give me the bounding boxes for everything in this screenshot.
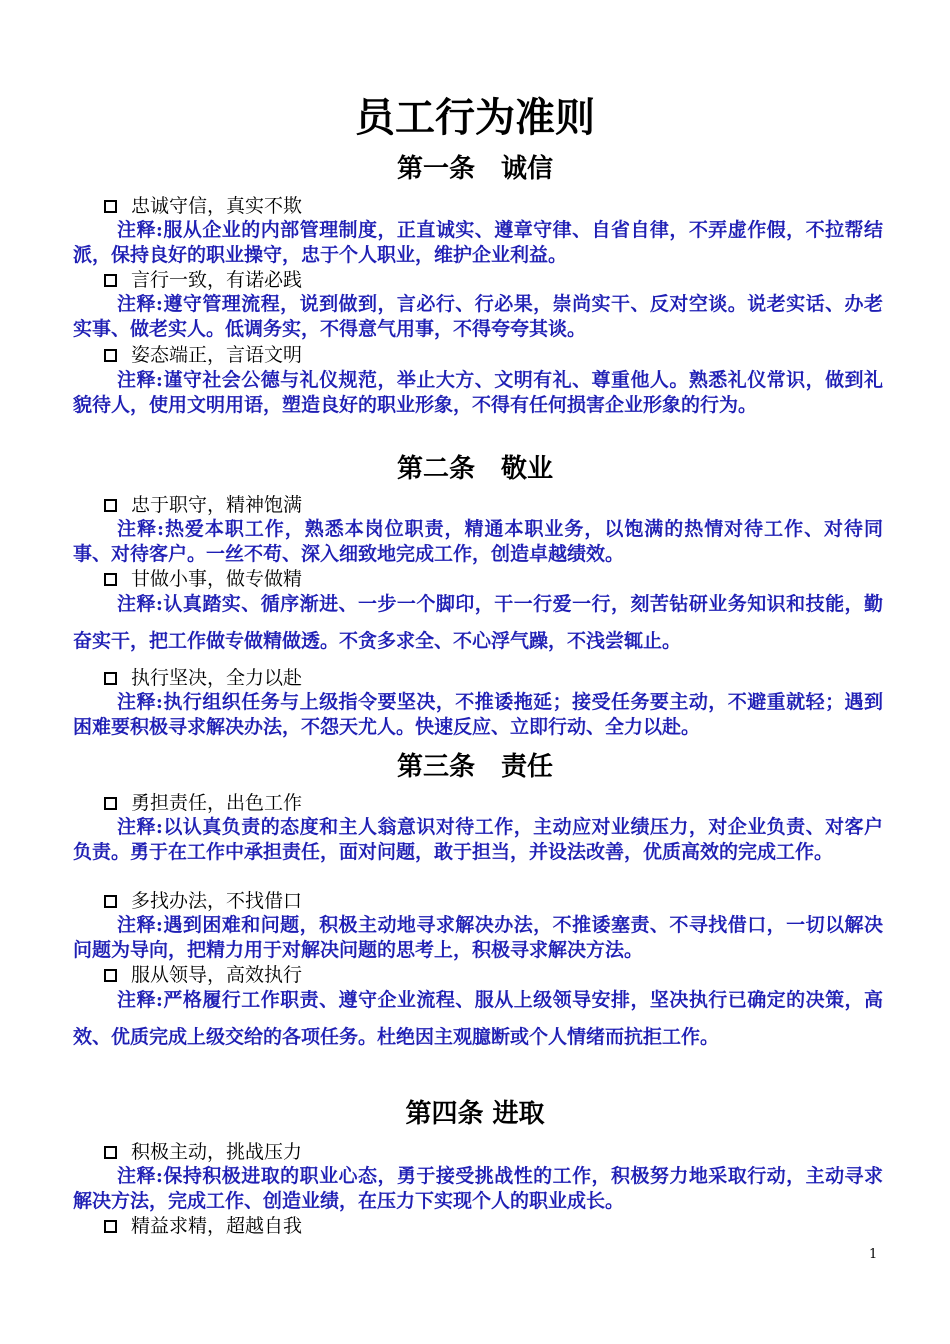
section-heading-2: 第二条 敬业 (396, 454, 553, 484)
item-text: 多找办法，不找借口 (131, 890, 303, 912)
checkbox-icon (104, 969, 117, 982)
item-text: 精益求精，超越自我 (131, 1215, 303, 1237)
note-paragraph (73, 1164, 883, 1214)
checkbox-icon (104, 797, 117, 810)
note-paragraph (73, 292, 883, 342)
checklist-item (104, 342, 302, 368)
note-text: 严格履行工作职责、遵守企业流程、服从上级领导安排，坚决执行已确定的决策，高效、优质完成上级交给的各项任务。杜绝因主观臆断或个人情绪而抗拒工作。 (73, 989, 883, 1048)
checklist-item (104, 888, 302, 914)
note-label: 注释: (117, 914, 163, 936)
checklist-item (104, 492, 302, 518)
note-label: 注释: (117, 593, 163, 615)
note-text: 遇到困难和问题，积极主动地寻求解决办法，不推诿塞责、不寻找借口，一切以解决问题为导向，把精力用于对解决问题的思考上，积极寻求解决方法。 (73, 914, 883, 961)
note-paragraph (73, 913, 883, 963)
document-title: 员工行为准则 (355, 95, 595, 141)
note-label: 注释: (117, 816, 163, 838)
item-text: 积极主动，挑战压力 (131, 1141, 303, 1163)
note-paragraph (73, 586, 883, 660)
item-text: 言行一致，有诺必践 (131, 269, 303, 291)
note-text: 保持积极进取的职业心态，勇于接受挑战性的工作，积极努力地采取行动，主动寻求解决方法，完成工作、创造业绩，在压力下实现个人的职业成长。 (73, 1165, 883, 1212)
checkbox-icon (104, 1220, 117, 1233)
checkbox-icon (104, 349, 117, 362)
note-label: 注释: (117, 518, 164, 540)
note-label: 注释: (117, 369, 163, 391)
note-text: 以认真负责的态度和主人翁意识对待工作，主动应对业绩压力，对企业负责、对客户负责。勇于在工作中承担责任，面对问题，敢于担当，并设法改善，优质高效的完成工作。 (73, 816, 883, 863)
note-label: 注释: (117, 691, 163, 713)
checklist-item (104, 1213, 302, 1239)
note-text: 热爱本职工作，熟悉本岗位职责，精通本职业务，以饱满的热情对待工作、对待同事、对待客户。一丝不苟、深入细致地完成工作，创造卓越绩效。 (73, 518, 883, 565)
checkbox-icon (104, 1146, 117, 1159)
checkbox-icon (104, 200, 117, 213)
note-label: 注释: (117, 989, 163, 1011)
checkbox-icon (104, 672, 117, 685)
note-text: 认真踏实、循序渐进、一步一个脚印，干一行爱一行，刻苦钻研业务知识和技能，勤奋实干，把工作做专做精做透。不贪多求全、不心浮气躁，不浅尝辄止。 (73, 593, 883, 652)
checkbox-icon (104, 573, 117, 586)
item-text: 忠诚守信，真实不欺 (131, 195, 303, 217)
item-text: 服从领导，高效执行 (131, 964, 303, 986)
item-text: 执行坚决，全力以赴 (131, 667, 303, 689)
note-text: 谨守社会公德与礼仪规范，举止大方、文明有礼、尊重他人。熟悉礼仪常识，做到礼貌待人，使用文明用语，塑造良好的职业形象，不得有任何损害企业形象的行为。 (73, 369, 883, 416)
note-text: 服从企业的内部管理制度，正直诚实、遵章守律、自省自律，不弄虚作假，不拉帮结派，保持良好的职业操守，忠于个人职业，维护企业利益。 (73, 219, 883, 266)
note-paragraph (73, 815, 883, 865)
note-label: 注释: (117, 219, 163, 241)
page-number: 1 (869, 1247, 878, 1262)
checklist-item (104, 267, 302, 293)
note-label: 注释: (117, 1165, 163, 1187)
checkbox-icon (104, 895, 117, 908)
checkbox-icon (104, 499, 117, 512)
item-text: 姿态端正，言语文明 (131, 344, 303, 366)
checkbox-icon (104, 274, 117, 287)
note-paragraph (73, 690, 883, 740)
item-text: 甘做小事，做专做精 (131, 568, 303, 590)
note-paragraph (73, 982, 883, 1056)
section-heading-3: 第三条 责任 (396, 752, 553, 782)
note-paragraph (73, 218, 883, 268)
checklist-item (104, 193, 302, 219)
checklist-item (104, 790, 302, 816)
note-paragraph (73, 368, 883, 418)
checklist-item (104, 1139, 302, 1165)
section-heading-4: 第四条 进取 (405, 1099, 545, 1129)
note-text: 执行组织任务与上级指令要坚决，不推诿拖延；接受任务要主动，不避重就轻；遇到困难要积极寻求解决办法，不怨天尤人。快速反应、立即行动、全力以赴。 (73, 691, 883, 738)
item-text: 勇担责任，出色工作 (131, 792, 303, 814)
section-heading-1: 第一条 诚信 (396, 154, 553, 184)
note-paragraph (73, 517, 883, 567)
note-label: 注释: (117, 293, 163, 315)
note-text: 遵守管理流程，说到做到，言必行、行必果，崇尚实干、反对空谈。说老实话、办老实事、做老实人。低调务实，不得意气用事，不得夸夸其谈。 (73, 293, 883, 340)
item-text: 忠于职守，精神饱满 (131, 494, 303, 516)
checklist-item (104, 665, 302, 691)
